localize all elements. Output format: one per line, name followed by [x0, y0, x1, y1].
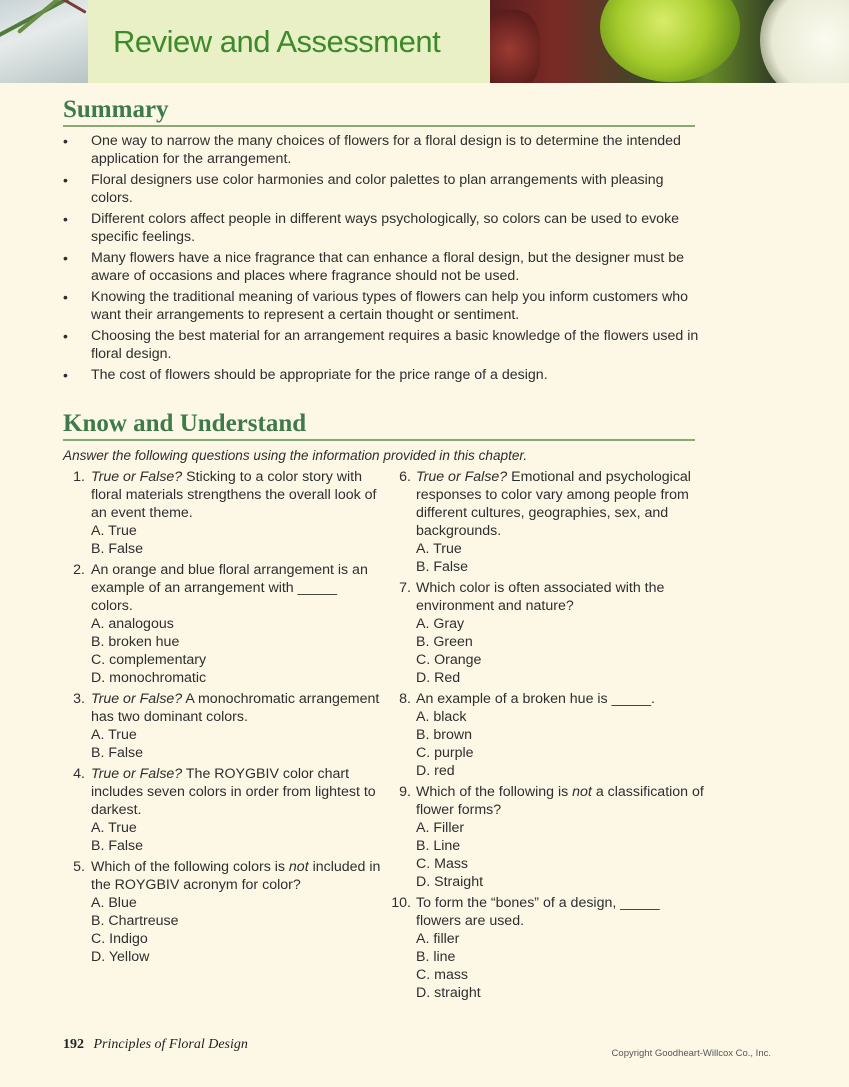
question-stem [416, 468, 708, 540]
question-lead: True or False? [416, 469, 508, 485]
question-number: 10. [391, 895, 411, 911]
question-stem [91, 561, 381, 615]
question-item [386, 468, 708, 576]
copyright-notice: Copyright Goodheart-Willcox Co., Inc. [611, 1048, 771, 1059]
question-lead: True or False? [91, 766, 183, 782]
question-number: 7. [399, 580, 411, 596]
question-stem [91, 690, 381, 726]
answer-choices [91, 894, 381, 966]
question-item [63, 468, 381, 558]
question-stem [91, 858, 381, 894]
page-title: Review and Assessment [113, 24, 441, 59]
question-lead: True or False? [91, 469, 183, 485]
summary-bullet: • Knowing the traditional meaning of various types of flowers can help you inform customers who want their arrangements to represent a certain thought or sentiment. [63, 288, 703, 324]
answer-choice: B. False [91, 745, 144, 761]
questions-right-column [386, 468, 708, 1005]
answer-choice: A. True [91, 820, 137, 836]
answer-choice: D. Red [416, 670, 461, 686]
answer-choice: B. False [416, 559, 469, 575]
summary-divider [63, 125, 695, 127]
question-item [386, 579, 708, 687]
question-lead: True or False? [91, 691, 183, 707]
question-stem [416, 579, 708, 615]
question-number: 4. [73, 766, 85, 782]
header-flower-photo-right [490, 0, 849, 83]
answer-choice: B. brown [416, 727, 472, 743]
question-text-continued: included in the ROYGBIV acronym for color? [91, 859, 381, 893]
answer-choices [416, 540, 708, 576]
question-text-continued: a classification of flower forms? [416, 784, 704, 818]
summary-bullet: • Different colors affect people in different ways psychologically, so colors can be used to evoke specific feelings. [63, 210, 703, 246]
page-number: 192 [63, 1037, 84, 1052]
question-stem [416, 690, 708, 708]
answer-choice: C. mass [416, 967, 469, 983]
answer-choice: A. black [416, 709, 467, 725]
question-emphasis: not [572, 784, 592, 800]
question-stem [91, 468, 381, 522]
answer-choice: A. Gray [416, 616, 465, 632]
question-number: 9. [399, 784, 411, 800]
book-title: Principles of Floral Design [93, 1037, 248, 1052]
answer-choice: A. Filler [416, 820, 465, 836]
answer-choices [416, 819, 708, 891]
question-item [63, 765, 381, 855]
question-text: An example of a broken hue is _____. [416, 691, 655, 707]
question-item [63, 690, 381, 762]
summary-bullet: • Many flowers have a nice fragrance that can enhance a floral design, but the designer must be aware of occasions and places where fragrance should not be used. [63, 249, 703, 285]
answer-choices [91, 522, 381, 558]
answer-choices [91, 615, 381, 687]
know-divider [63, 439, 695, 441]
question-stem [416, 894, 708, 930]
answer-choices [91, 819, 381, 855]
answer-choice: C. Indigo [91, 931, 148, 947]
question-text: Emotional and psychological responses to color vary among people from different cultures, geographies, sex, and backgrounds. [416, 469, 691, 539]
answer-choices [416, 708, 708, 780]
summary-bullet: • The cost of flowers should be appropriate for the price range of a design. [63, 366, 703, 384]
question-text: A monochromatic arrangement has two dominant colors. [91, 691, 380, 725]
answer-choice: C. complementary [91, 652, 207, 668]
answer-choice: C. Orange [416, 652, 482, 668]
answer-choices [91, 726, 381, 762]
question-item [63, 561, 381, 687]
question-item [386, 783, 708, 891]
answer-choice: B. broken hue [91, 634, 180, 650]
summary-heading: Summary [63, 96, 169, 123]
know-heading: Know and Understand [63, 410, 307, 437]
question-text: Which of the following colors is [91, 859, 289, 875]
question-number: 3. [73, 691, 85, 707]
answer-choice: A. Blue [91, 895, 137, 911]
answer-choice: A. True [91, 727, 137, 743]
question-item [63, 858, 381, 966]
answer-choice: D. Straight [416, 874, 484, 890]
question-item [386, 894, 708, 1002]
answer-choice: A. filler [416, 931, 460, 947]
question-text: Which of the following is [416, 784, 573, 800]
answer-choice: C. purple [416, 745, 474, 761]
answer-choice: A. analogous [91, 616, 174, 632]
question-item [386, 690, 708, 780]
summary-bullet: • Choosing the best material for an arrangement requires a basic knowledge of the flowers used in floral design. [63, 327, 703, 363]
answer-choice: B. line [416, 949, 456, 965]
page-footer [63, 1037, 248, 1053]
answer-choice: D. Yellow [91, 949, 150, 965]
instructions-text: Answer the following questions using the information provided in this chapter. [63, 448, 528, 463]
question-stem [91, 765, 381, 819]
answer-choice: B. Green [416, 634, 473, 650]
question-number: 6. [399, 469, 411, 485]
summary-list [63, 132, 703, 387]
question-emphasis: not [288, 859, 309, 875]
answer-choices [416, 930, 708, 1002]
question-number: 8. [399, 691, 411, 707]
answer-choice: B. Chartreuse [91, 913, 179, 929]
answer-choice: D. red [416, 763, 455, 779]
question-text: Which color is often associated with the environment and nature? [416, 580, 665, 614]
answer-choice: C. Mass [416, 856, 469, 872]
summary-bullet: • Floral designers use color harmonies and color palettes to plan arrangements with pleasing colors. [63, 171, 703, 207]
question-text: The ROYGBIV color chart includes seven colors in order from lightest to darkest. [91, 766, 376, 818]
answer-choice: A. True [416, 541, 462, 557]
answer-choice: A. True [91, 523, 137, 539]
answer-choice: D. straight [416, 985, 481, 1001]
question-stem [416, 783, 708, 819]
answer-choice: B. Line [416, 838, 461, 854]
question-text: To form the “bones” of a design, _____ flowers are used. [416, 895, 660, 929]
question-number: 5. [73, 859, 85, 875]
question-number: 1. [73, 469, 85, 485]
answer-choice: B. False [91, 541, 144, 557]
summary-bullet: • One way to narrow the many choices of flowers for a floral design is to determine the intended application for the arrangement. [63, 132, 703, 168]
answer-choice: D. monochromatic [91, 670, 207, 686]
question-text: Sticking to a color story with floral materials strengthens the overall look of an event theme. [91, 469, 377, 521]
question-text: An orange and blue floral arrangement is an example of an arrangement with _____ colors. [91, 562, 368, 614]
answer-choice: B. False [91, 838, 144, 854]
questions-left-column [63, 468, 381, 969]
header-flower-photo-left [0, 0, 88, 83]
answer-choices [416, 615, 708, 687]
question-number: 2. [73, 562, 85, 578]
